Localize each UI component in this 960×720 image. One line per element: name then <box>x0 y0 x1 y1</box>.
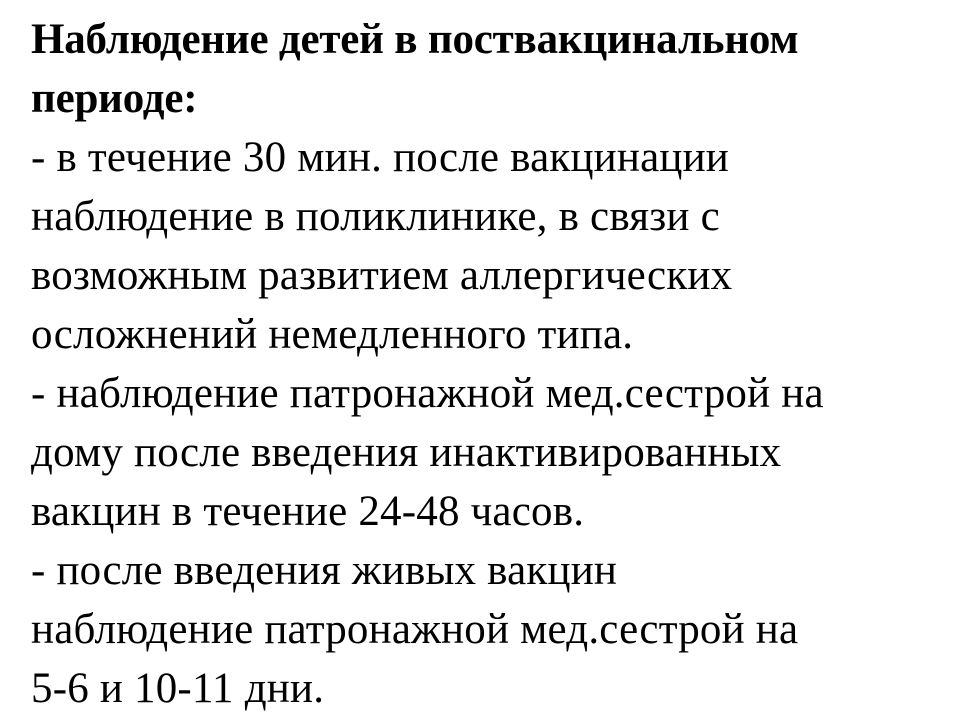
body-line-3: возможным развитием аллергических <box>31 252 733 299</box>
title-line-1: Наблюдение детей в поствакцинальном <box>31 16 799 63</box>
body-line-1: - в течение 30 мин. после вакцинации <box>31 134 730 181</box>
body-line-9: наблюдение патронажной мед.сестрой на <box>31 606 799 653</box>
body-line-2: наблюдение в поликлинике, в связи с <box>31 193 720 240</box>
body-line-10: 5-6 и 10-11 дни. <box>31 665 325 712</box>
body-line-8: - после введения живых вакцин <box>31 547 618 594</box>
body-line-6: дому после введения инактивированных <box>31 429 782 476</box>
slide-text-block <box>31 10 941 718</box>
body-line-4: осложнений немедленного типа. <box>31 311 634 358</box>
body-line-5: - наблюдение патронажной мед.сестрой на <box>31 370 824 417</box>
body-line-7: вакцин в течение 24-48 часов. <box>31 488 585 535</box>
title-line-2: периоде: <box>31 75 198 122</box>
